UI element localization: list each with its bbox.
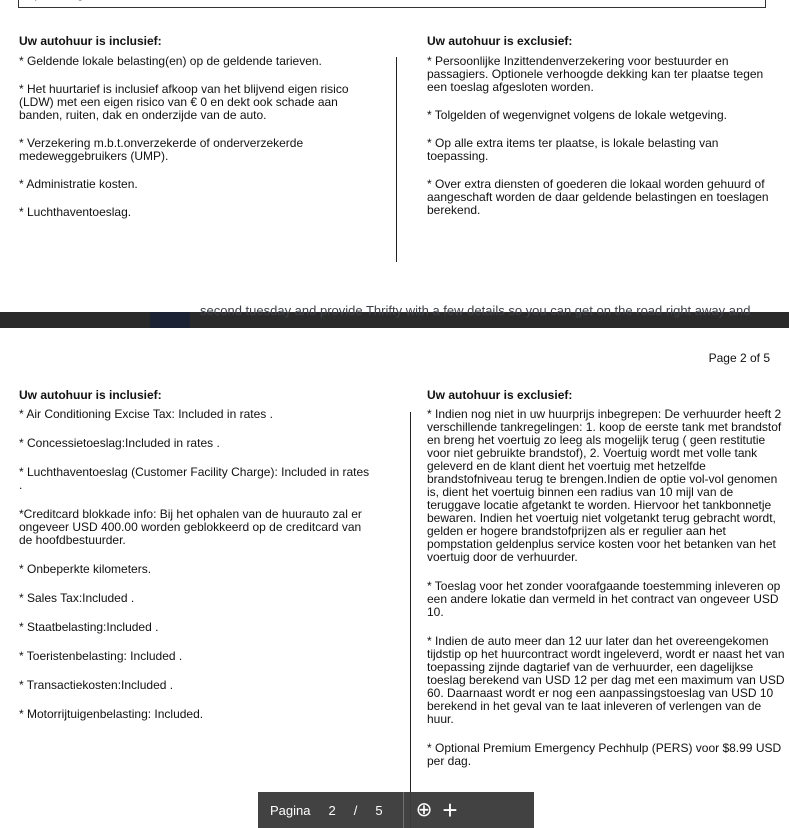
pager-separator: / xyxy=(353,802,358,818)
page-navigator xyxy=(258,792,534,828)
list-item: * Concessietoeslag:Included in rates . xyxy=(19,436,220,450)
inclusive-column xyxy=(19,34,369,219)
current-page-input[interactable]: 2 xyxy=(328,802,336,818)
list-item: * Transactiekosten:Included . xyxy=(19,678,174,692)
list-item: * Tolgelden of wegenvignet volgens de lokale wetgeving. xyxy=(427,108,727,122)
remarks-box xyxy=(18,0,766,8)
list-item: * Verzekering m.b.t.onverzekerde of onderverzekerde medeweggebruikers (UMP). xyxy=(19,136,304,163)
list-item: * Administratie kosten. xyxy=(19,177,138,191)
document-page-1 xyxy=(0,0,789,312)
column-divider xyxy=(396,57,397,262)
list-item: * Op alle extra items ter plaatse, is lokale belasting van toepassing. xyxy=(427,136,719,163)
page-number-label: Page 2 of 5 xyxy=(708,351,770,365)
list-item: * Het huurtarief is inclusief afkoop van het blijvend eigen risico (LDW) met een eigen risico van € 0 en dekt ook schade aan banden, ruiten, dak en onderzijde van de auto. xyxy=(19,82,349,122)
pager-label: Pagina xyxy=(270,802,311,818)
exclusive-heading: Uw autohuur is exclusief: xyxy=(427,388,573,402)
column-divider xyxy=(410,412,411,828)
list-item: * Indien nog niet in uw huurprijs inbegrepen: De verhuurder heeft 2 verschillende tankregelingen: 1. koop de eerste tank met brandstof en breng het voertuig zo leeg als mogelijk terug ( geen restitutie voor niet gebruikte brandstof), 2. Voertuig wordt met volle tank geleverd en de klant dient het voertuig met hetzelfde brandstofniveau terug te brengen.Indien de optie vol-vol genomen is, dient het voertuig binnen een radius van 10 mijl van de teruggave locatie afgetankt te worden. Hiervoor het tankbonnetje bewaren. Indien het voertuig niet volgetankt terug gebracht wordt, gelden er hogere brandstofprijzen als er regulier aan het pompstation geldenplus service kosten voor het betanken van het voertuig door de verhuurder. xyxy=(427,407,782,564)
pager-divider xyxy=(403,792,404,828)
background-strip xyxy=(150,312,190,328)
total-pages: 5 xyxy=(375,802,383,818)
page-gap xyxy=(0,303,789,328)
list-item: * Air Conditioning Excise Tax: Included in rates . xyxy=(19,407,273,421)
list-item: * Staatbelasting:Included . xyxy=(19,620,159,634)
list-item: * Toeristenbelasting: Included . xyxy=(19,649,183,663)
exclusive-column xyxy=(427,388,789,768)
list-item: * Luchthaventoeslag (Customer Facility Charge): Included in rates . xyxy=(19,465,370,492)
list-item: * Sales Tax:Included . xyxy=(19,591,135,605)
exclusive-heading: Uw autohuur is exclusief: xyxy=(427,34,573,48)
zoom-icon[interactable]: ⊕ xyxy=(415,799,433,821)
zoom-in-icon[interactable]: + xyxy=(442,795,458,825)
list-item: * Persoonlijke Inzittendenverzekering voor bestuurder en passagiers. Optionele verhoogde dekking kan ter plaatse tegen een toeslag afgesloten worden. xyxy=(427,54,764,94)
list-item: * Over extra diensten of goederen die lokaal worden gehuurd of aangeschaft worden de daar geldende belastingen en toeslagen berekend. xyxy=(427,177,769,217)
list-item: *Creditcard blokkade info: Bij het ophalen van de huurauto zal er ongeveer USD 400.00 worden geblokkeerd op de creditcard van de hoofdbestuurder. xyxy=(19,507,362,547)
list-item: * Luchthaventoeslag. xyxy=(19,205,132,219)
document-page-2 xyxy=(0,328,789,828)
list-item: * Indien de auto meer dan 12 uur later dan het overeengekomen tijdstip op het huurcontract wordt ingeleverd, wordt er naast het van toepassing zijnde dagtarief van de verhuurder, een dagelijkse toeslag berekend van USD 12 per dag met een maximum van USD 60. Daarnaast wordt er nog een aanpassingstoeslag van USD 10 berekend in het geval van te laat inleveren of verlengen van de huur. xyxy=(427,634,785,726)
inclusive-heading: Uw autohuur is inclusief: xyxy=(19,34,162,48)
exclusive-column xyxy=(427,34,772,217)
inclusive-column xyxy=(19,388,371,721)
background-text: second tuesday and provide Thrifty with a few details so you can get on the road right away and xyxy=(200,303,751,318)
list-item: * Toeslag voor het zonder voorafgaande toestemming inleveren op een andere lokatie dan vermeld in het contract van ongeveer USD 10. xyxy=(427,579,781,619)
inclusive-heading: Uw autohuur is inclusief: xyxy=(19,388,162,402)
list-item: * Optional Premium Emergency Pechhulp (PERS) voor $8.99 USD per dag. xyxy=(427,741,782,768)
list-item: * Onbeperkte kilometers. xyxy=(19,562,152,576)
list-item: * Geldende lokale belasting(en) op de geldende tarieven. xyxy=(19,54,322,68)
list-item: * Motorrijtuigenbelasting: Included. xyxy=(19,707,204,721)
